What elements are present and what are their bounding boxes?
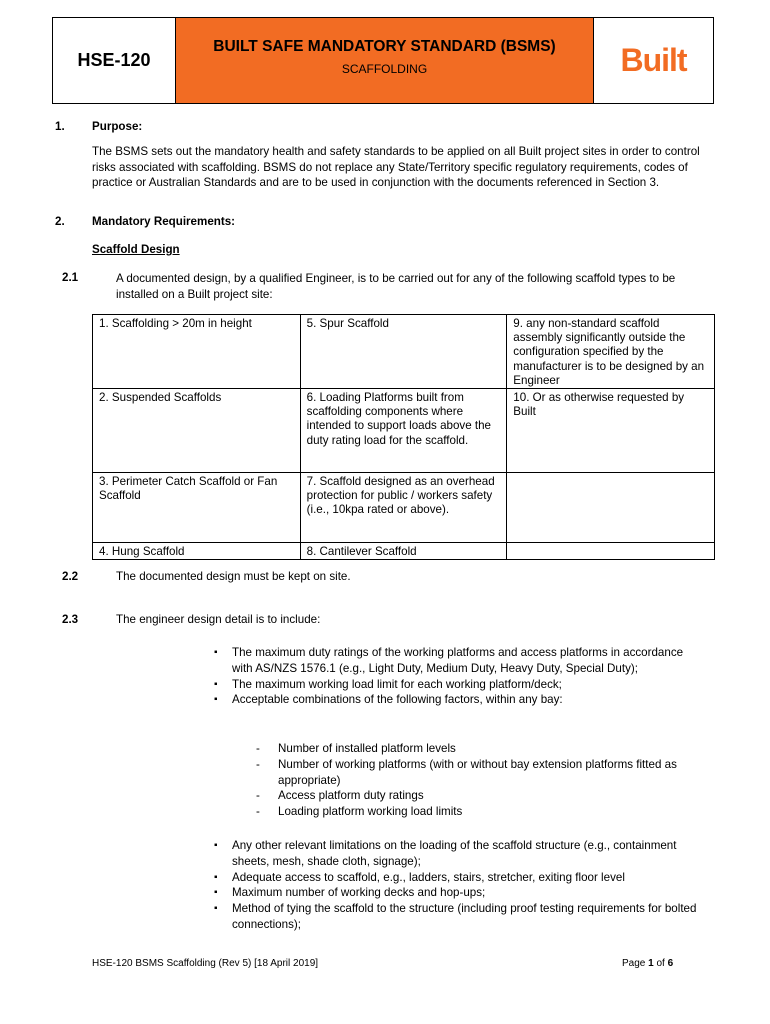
footer-page-number — [622, 958, 673, 969]
footer-doc-ref: HSE-120 BSMS Scaffolding (Rev 5) [18 April 2019] — [92, 958, 319, 969]
item-2-1-text: A documented design, by a qualified Engineer, is to be carried out for any of the following scaffold types to be installed on a Built project site: — [116, 272, 676, 301]
page-of-label: of — [656, 958, 665, 969]
bay-factors-list — [256, 741, 716, 820]
item-2-3-text: The engineer design detail is to include: — [116, 613, 321, 626]
table-cell: 7. Scaffold designed as an overhead protection for public / workers safety (i.e., 10kpa rated or above). — [300, 473, 507, 543]
header-title-panel — [176, 18, 594, 103]
scaffold-types-table — [92, 314, 715, 560]
table-cell: 2. Suspended Scaffolds — [93, 389, 301, 473]
section-2-number: 2. — [55, 215, 65, 228]
table-row — [93, 315, 715, 389]
table-cell: 10. Or as otherwise requested by Built — [507, 389, 715, 473]
document-code: HSE-120 — [53, 18, 176, 103]
list-item: ▪ Maximum number of working decks and hop-ups; — [214, 885, 714, 901]
page-total: 6 — [667, 958, 674, 969]
section-2-heading: Mandatory Requirements: — [92, 215, 236, 228]
section-1-heading: Purpose: — [92, 120, 143, 133]
page-label: Page — [622, 958, 646, 969]
table-row — [93, 389, 715, 473]
design-detail-list-b — [214, 838, 714, 933]
list-item: - Loading platform working load limits — [256, 804, 716, 820]
built-logo: Built — [620, 42, 687, 78]
table-cell: 3. Perimeter Catch Scaffold or Fan Scaffold — [93, 473, 301, 543]
table-cell: 8. Cantilever Scaffold — [300, 543, 507, 560]
item-2-2-number: 2.2 — [62, 570, 79, 583]
item-2-3-number: 2.3 — [62, 613, 79, 626]
table-cell — [507, 543, 715, 560]
table-row — [93, 543, 715, 560]
table-cell — [507, 473, 715, 543]
list-item: - Number of installed platform levels — [256, 741, 716, 757]
section-1-number: 1. — [55, 120, 65, 133]
list-item: ▪ Acceptable combinations of the following factors, within any bay: — [214, 692, 694, 708]
list-item: ▪ The maximum duty ratings of the working platforms and access platforms in accordance with AS/NZS 1576.1 (e.g., Light Duty, Medium Duty, Heavy Duty, Special Duty); — [214, 645, 694, 677]
page-current: 1 — [648, 958, 654, 969]
section-1-body: The BSMS sets out the mandatory health and safety standards to be applied on all Built project sites in order to control risks associated with scaffolding. BSMS do not replace any State/Territory specific regulatory requirements, codes of practice or Australian Standards and are to be used in conjunction with the documents referenced in Section 3. — [92, 145, 700, 189]
scaffold-design-subheading: Scaffold Design — [92, 243, 180, 256]
list-item: ▪ Method of tying the scaffold to the structure (including proof testing requirements for bolted connections); — [214, 901, 714, 933]
document-title: BUILT SAFE MANDATORY STANDARD (BSMS) — [213, 38, 556, 55]
table-cell: 1. Scaffolding > 20m in height — [93, 315, 301, 389]
list-item: ▪ Any other relevant limitations on the loading of the scaffold structure (e.g., containment sheets, mesh, shade cloth, signage); — [214, 838, 714, 870]
document-header — [52, 17, 714, 104]
list-item: ▪ Adequate access to scaffold, e.g., ladders, stairs, stretcher, exiting floor level — [214, 870, 714, 886]
item-2-2-text: The documented design must be kept on site. — [116, 570, 351, 583]
table-cell: 4. Hung Scaffold — [93, 543, 301, 560]
design-detail-list-a — [214, 645, 694, 708]
item-2-1-number: 2.1 — [62, 271, 79, 284]
list-item: - Number of working platforms (with or without bay extension platforms fitted as appropriate) — [256, 757, 716, 789]
table-cell: 6. Loading Platforms built from scaffolding components where intended to support loads above the duty rating load for the scaffold. — [300, 389, 507, 473]
list-item: - Access platform duty ratings — [256, 788, 716, 804]
list-item: ▪ The maximum working load limit for each working platform/deck; — [214, 677, 694, 693]
table-cell: 9. any non-standard scaffold assembly significantly outside the configuration specified by the manufacturer is to be designed by an Engineer — [507, 315, 715, 389]
document-subtitle: SCAFFOLDING — [341, 62, 428, 76]
table-row — [93, 473, 715, 543]
table-cell: 5. Spur Scaffold — [300, 315, 507, 389]
